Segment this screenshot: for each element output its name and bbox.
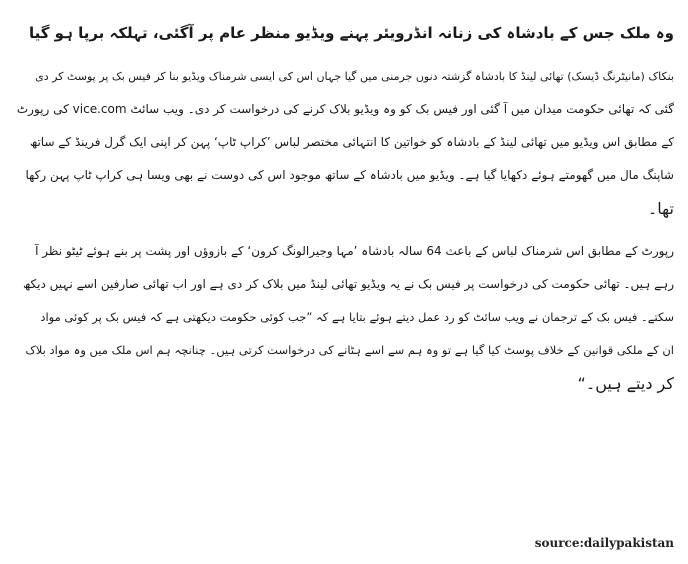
paragraph-line: شاپنگ مال میں گھومتے ہوئے دکھایا گیا ہے۔ ویڈیو میں بادشاہ کے ساتھ موجود اس کی دوست نے بھی ویسا ہی کراپ ٹاپ پہن رکھا [25,168,674,182]
article-headline: وہ ملک جس کے بادشاہ کی زنانہ انڈرویئر پہنے ویڈیو منظر عام پر آگئی، تہلکہ برپا ہو گیا [28,24,674,42]
source-credit: source:dailypakistan [534,536,674,550]
paragraph-line: رپورٹ کے مطابق اس شرمناک لباس کے باعث 64 سالہ بادشاہ ’مہا وجیرالونگ کرون‘ کے بازوؤں اور پشت پر بنے ہوئے ٹیٹو نظر آ [35,244,674,258]
paragraph-line: کر دیتے ہیں۔“ [577,374,674,393]
paragraph-spacer [14,225,674,235]
article-paragraph-2 [14,235,674,400]
paragraph-line: گئی کہ تھائی حکومت میدان میں آ گئی اور فیس بک کو وہ ویڈیو بلاک کرنے کی درخواست کر دی۔ ویب سائٹ vice.com کی رپورٹ [16,102,674,116]
article-paragraph-1 [14,60,674,225]
paragraph-line: کے مطابق اس ویڈیو میں تھائی لینڈ کے بادشاہ کو خواتین کا انتہائی مختصر لباس ’کراپ ٹاپ‘ پہن کر اپنی ایک گرل فرینڈ کے ساتھ [29,135,674,149]
paragraph-line: رہے ہیں۔ تھائی حکومت کی درخواست پر فیس بک نے یہ ویڈیو تھائی لینڈ میں بلاک کر دی ہے اور اب تھائی صارفین اسے نہیں دیکھ [22,277,674,291]
paragraph-line: ان کے ملکی قوانین کے خلاف پوسٹ کیا گیا ہے تو وہ ہم سے اسے ہٹانے کی درخواست کرتی ہیں۔ چنانچہ ہم اس ملک میں وہ مواد بلاک [25,343,674,357]
paragraph-line: تھا۔ [647,199,674,218]
paragraph-line: بنکاک (مانیٹرنگ ڈیسک) تھائی لینڈ کا بادشاہ گزشتہ دنوں جرمنی میں گیا جہاں اس کی ایسی شرمناک ویڈیو بنا کر فیس بک پر پوسٹ کر دی [35,70,674,83]
paragraph-line: سکتے۔ فیس بک کے ترجمان نے ویب سائٹ کو رد عمل دیتے ہوئے بتایا ہے کہ ”جب کوئی حکومت دیکھتی ہے کہ فیس بک پر کوئی مواد [40,310,674,324]
